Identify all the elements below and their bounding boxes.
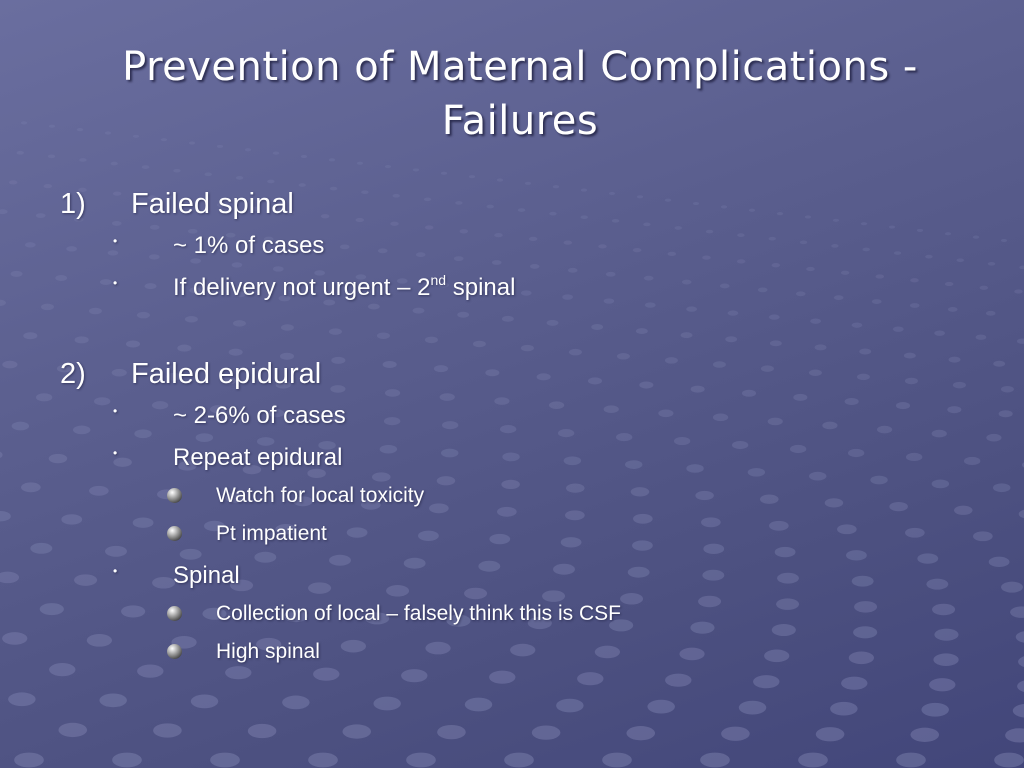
decorative-dot: [497, 178, 503, 181]
bullet-item: [60, 400, 960, 442]
decorative-dot: [21, 121, 27, 124]
decorative-dot: [647, 700, 674, 714]
decorative-dot: [973, 531, 993, 541]
bullet-dot-icon: •: [113, 234, 118, 248]
slide-body: [60, 188, 960, 678]
bullet-item: [60, 272, 960, 314]
decorative-dot: [721, 727, 750, 741]
decorative-dot: [273, 152, 279, 155]
decorative-dot: [929, 678, 955, 691]
bullet-text: Spinal: [173, 562, 240, 589]
decorative-dot: [14, 753, 44, 768]
decorative-dot: [111, 162, 118, 166]
decorative-dot: [798, 753, 828, 768]
decorative-dot: [301, 155, 307, 158]
decorative-dot: [282, 696, 309, 710]
bullet-dot-icon: •: [113, 404, 118, 418]
decorative-dot: [504, 753, 534, 768]
decorative-dot: [23, 332, 37, 339]
decorative-dot: [44, 184, 53, 188]
decorative-dot: [841, 677, 867, 690]
sub-bullet-text: Pt impatient: [216, 522, 327, 545]
section-number: 1): [60, 188, 86, 220]
decorative-dot: [988, 262, 995, 266]
decorative-dot: [210, 753, 240, 768]
decorative-dot: [986, 311, 996, 316]
decorative-dot: [245, 148, 251, 151]
decorative-dot: [1017, 680, 1024, 693]
slide-title: [60, 40, 980, 148]
decorative-dot: [142, 165, 149, 169]
bullet-item: [60, 230, 960, 272]
section-number: 2): [60, 358, 86, 390]
sub-bullet-item: [60, 640, 960, 678]
decorative-dot: [532, 725, 561, 739]
decorative-dot: [191, 695, 218, 709]
decorative-dot: [342, 724, 371, 738]
decorative-dot: [12, 422, 29, 431]
decorative-dot: [1018, 655, 1024, 668]
decorative-dot: [413, 168, 419, 171]
decorative-dot: [329, 158, 335, 161]
decorative-dot: [1019, 266, 1024, 270]
decorative-dot: [976, 335, 987, 340]
decorative-dot: [36, 393, 52, 401]
decorative-dot: [700, 753, 730, 768]
decorative-dot: [236, 176, 243, 180]
decorative-dot: [602, 753, 632, 768]
bullet-text: ~ 2-6% of cases: [173, 402, 346, 429]
decorative-dot: [441, 172, 447, 175]
decorative-dot: [989, 557, 1010, 567]
decorative-dot: [993, 483, 1010, 492]
decorative-dot: [173, 169, 180, 173]
decorative-dot: [1014, 289, 1023, 293]
decorative-dot: [896, 753, 926, 768]
bullet-dot-icon: •: [113, 564, 118, 578]
decorative-dot: [1005, 728, 1024, 742]
bullet-text: ~ 1% of cases: [173, 232, 325, 259]
sub-bullet-text: Collection of local – falsely think this is CSF: [216, 602, 621, 625]
decorative-dot: [99, 693, 126, 707]
decorative-dot: [17, 151, 24, 155]
decorative-dot: [41, 304, 54, 310]
decorative-dot: [11, 271, 23, 277]
bullet-item: [60, 442, 960, 484]
decorative-dot: [205, 172, 212, 176]
section-title: Failed epidural: [131, 358, 322, 390]
decorative-dot: [79, 158, 86, 162]
decorative-dot: [465, 698, 492, 712]
decorative-dot: [357, 162, 363, 165]
bullet-dot-icon: •: [113, 276, 118, 290]
title-line-2: Failures: [441, 98, 599, 144]
decorative-dot: [153, 723, 182, 737]
decorative-dot: [556, 699, 583, 713]
sub-bullet-text: Watch for local toxicity: [216, 484, 425, 507]
decorative-dot: [0, 209, 8, 214]
decorative-dot: [964, 457, 980, 465]
decorative-dot: [469, 175, 475, 178]
decorative-dot: [973, 236, 979, 239]
sub-bullet-item: [60, 602, 960, 640]
decorative-dot: [248, 724, 277, 738]
title-line-1: Prevention of Maternal Complications -: [122, 44, 918, 90]
decorative-dot: [830, 702, 857, 716]
decorative-dot: [1016, 631, 1024, 643]
superscript: nd: [430, 272, 447, 288]
bullet-text: If delivery not urgent – 2nd spinal: [173, 272, 516, 301]
sub-bullet-item: [60, 522, 960, 560]
decorative-dot: [2, 632, 27, 645]
bullet-text: Repeat epidural: [173, 444, 343, 471]
sub-bullet-item: [60, 484, 960, 522]
decorative-dot: [0, 450, 3, 459]
decorative-dot: [437, 725, 466, 739]
section-title: Failed spinal: [131, 188, 294, 220]
decorative-dot: [8, 692, 35, 706]
decorative-dot: [0, 572, 19, 584]
decorative-dot: [21, 482, 41, 492]
section-heading: [60, 188, 960, 230]
decorative-dot: [406, 753, 436, 768]
decorative-dot: [525, 182, 531, 185]
decorative-dot: [993, 361, 1005, 367]
decorative-dot: [910, 728, 939, 742]
decorative-dot: [739, 701, 766, 715]
decorative-dot: [267, 180, 274, 184]
decorative-dot: [1013, 704, 1024, 718]
decorative-dot: [999, 410, 1013, 417]
decorative-dot: [986, 434, 1001, 442]
decorative-dot: [385, 165, 391, 168]
decorative-dot: [49, 125, 55, 128]
sphere-bullet-icon: [167, 526, 182, 541]
decorative-dot: [921, 703, 948, 717]
decorative-dot: [1017, 339, 1024, 344]
decorative-dot: [9, 180, 18, 184]
decorative-dot: [373, 697, 400, 711]
decorative-dot: [36, 213, 46, 218]
decorative-dot: [1001, 582, 1023, 593]
decorative-dot: [626, 726, 655, 740]
decorative-dot: [25, 242, 36, 247]
decorative-dot: [58, 723, 87, 737]
sphere-bullet-icon: [167, 644, 182, 659]
decorative-dot: [1001, 386, 1014, 392]
decorative-dot: [980, 286, 989, 290]
decorative-dot: [1019, 509, 1024, 518]
bullet-dot-icon: •: [113, 446, 118, 460]
sphere-bullet-icon: [167, 488, 182, 503]
decorative-dot: [2, 361, 17, 369]
decorative-dot: [1001, 239, 1007, 242]
decorative-dot: [308, 753, 338, 768]
sphere-bullet-icon: [167, 606, 182, 621]
section-heading: [60, 358, 960, 400]
decorative-dot: [48, 155, 55, 159]
bullet-item: [60, 560, 960, 602]
decorative-dot: [0, 511, 11, 521]
decorative-dot: [994, 753, 1024, 768]
sub-bullet-text: High spinal: [216, 640, 320, 663]
decorative-dot: [112, 753, 142, 768]
decorative-dot: [1010, 606, 1024, 618]
decorative-dot: [0, 300, 6, 306]
decorative-dot: [816, 727, 845, 741]
decorative-dot: [30, 543, 52, 554]
decorative-dot: [299, 183, 306, 187]
